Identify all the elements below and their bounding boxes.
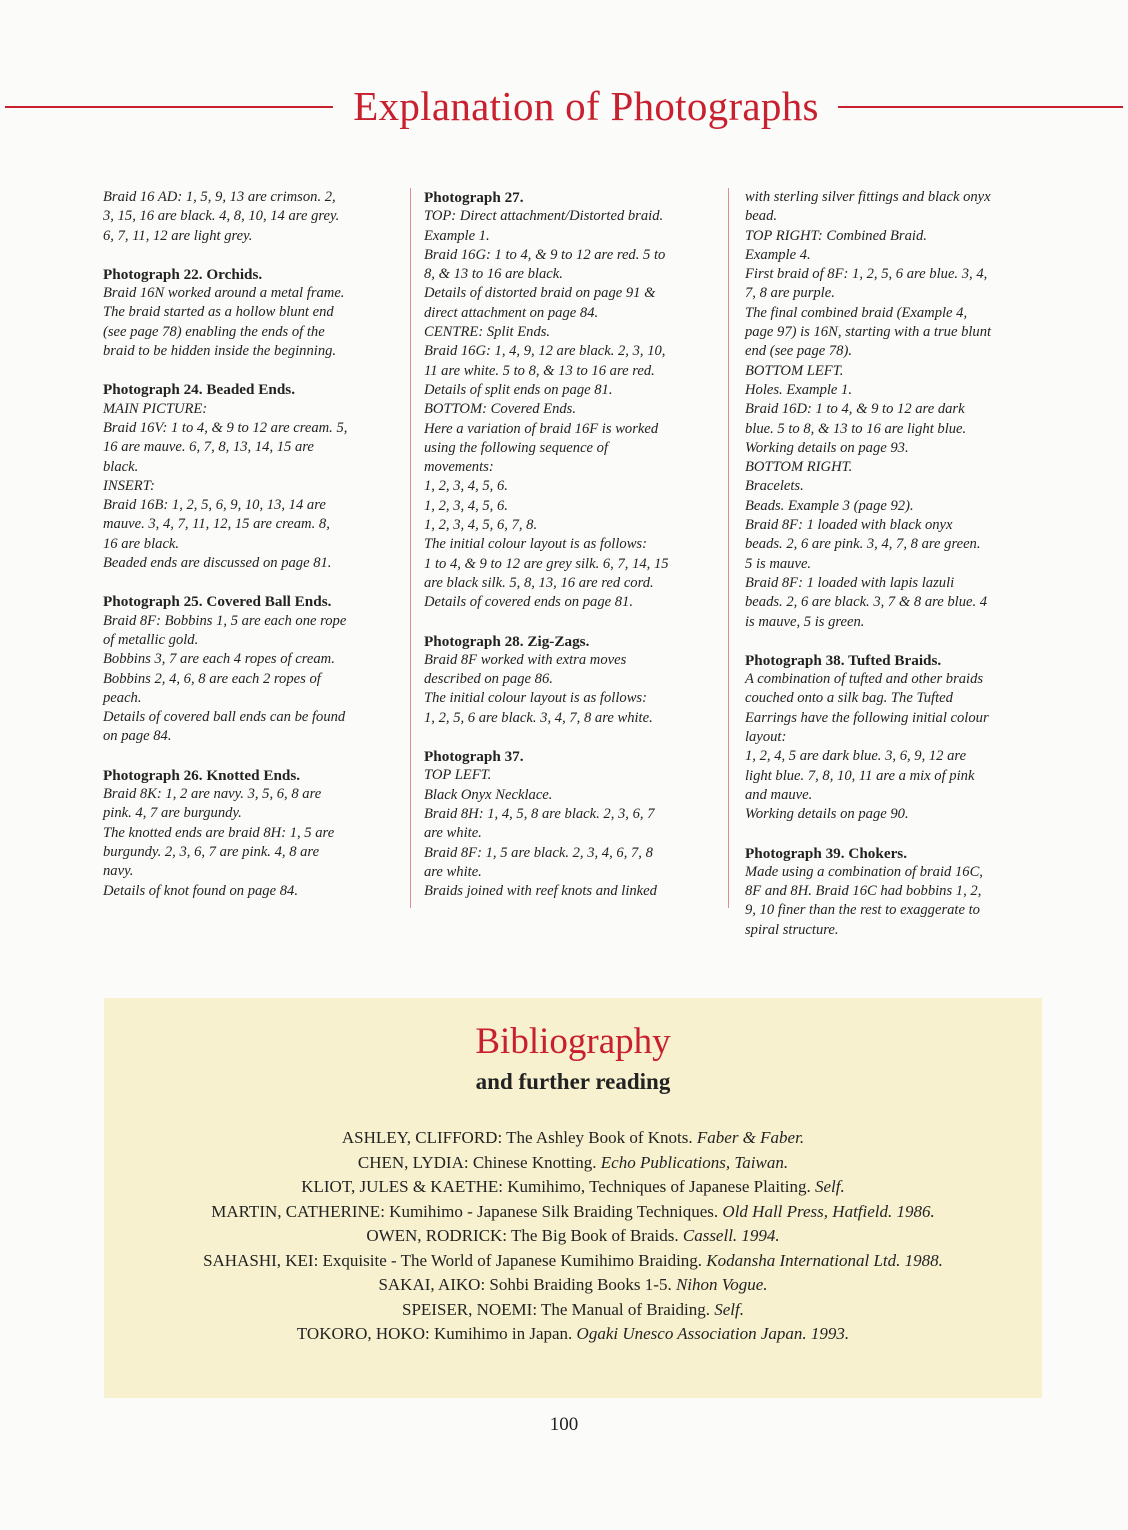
section-line: Braid 8F: Bobbins 1, 5 are each one rope xyxy=(103,612,347,629)
column-divider xyxy=(728,188,729,908)
section-heading: Photograph 22. Orchids. xyxy=(103,265,263,283)
entry-publisher: Faber & Faber. xyxy=(696,1128,805,1147)
section-line: of metallic gold. xyxy=(103,631,199,648)
section-line: end (see page 78). xyxy=(745,343,852,360)
section-line: Braid 8F: 1, 5 are black. 2, 3, 4, 6, 7, 8 xyxy=(424,844,653,861)
page-title: Explanation of Photographs xyxy=(353,83,819,129)
section-line: 16 are black. xyxy=(103,535,180,552)
bibliography-list xyxy=(104,1126,1042,1347)
section-line: are white. xyxy=(424,863,482,880)
section-line: described on page 86. xyxy=(424,671,553,688)
section-heading: Photograph 28. Zig-Zags. xyxy=(424,632,590,650)
section-line: 11 are white. 5 to 8, & 13 to 16 are red. xyxy=(424,362,655,379)
section-line: (see page 78) enabling the ends of the xyxy=(103,323,325,340)
text-column-1 xyxy=(103,188,399,920)
section-line: is mauve, 5 is green. xyxy=(745,613,865,630)
entry-publisher: Self. xyxy=(815,1177,845,1196)
section-line: Working details on page 90. xyxy=(745,806,909,823)
section-line: BOTTOM RIGHT. xyxy=(745,459,853,476)
entry-main: MARTIN, CATHERINE: Kumihimo - Japanese Silk Braiding Techniques. xyxy=(211,1201,719,1221)
text-column-2 xyxy=(424,188,720,920)
text-column-3 xyxy=(745,188,1045,959)
section-line: 1 to 4, & 9 to 12 are grey silk. 6, 7, 14, 15 xyxy=(424,555,669,572)
photo-section xyxy=(745,844,1045,940)
section-line: The initial colour layout is as follows: xyxy=(424,690,647,707)
section-line: on page 84. xyxy=(103,728,172,745)
entry-main: TOKORO, HOKO: Kumihimo in Japan. xyxy=(296,1324,573,1343)
section-line: spiral structure. xyxy=(745,921,839,938)
section-line: black. xyxy=(103,458,139,475)
section-line: Black Onyx Necklace. xyxy=(424,786,553,803)
section-line: Braid 16B: 1, 2, 5, 6, 9, 10, 13, 14 are xyxy=(103,497,326,514)
section-heading: Photograph 39. Chokers. xyxy=(745,844,908,862)
section-line: TOP LEFT. xyxy=(424,767,492,784)
bibliography-entry xyxy=(104,1224,1042,1249)
section-line: The knotted ends are braid 8H: 1, 5 are xyxy=(103,824,335,841)
bibliography-entry xyxy=(104,1175,1042,1200)
section-line: TOP RIGHT: Combined Braid. xyxy=(745,227,927,244)
section-line: movements: xyxy=(424,459,494,476)
entry-main: KLIOT, JULES & KAETHE: Kumihimo, Techniques of Japanese Plaiting. xyxy=(301,1177,811,1196)
section-line: Holes. Example 1. xyxy=(745,381,852,398)
header-rule-left xyxy=(5,106,333,108)
section-heading: Photograph 37. xyxy=(424,748,524,766)
section-line: couched onto a silk bag. The Tufted xyxy=(745,690,953,707)
section-line: Working details on page 93. xyxy=(745,439,909,456)
bibliography-entry xyxy=(104,1249,1042,1274)
entry-main: ASHLEY, CLIFFORD: The Ashley Book of Knots. xyxy=(341,1128,693,1147)
section-line: Braid 8F: 1 loaded with lapis lazuli xyxy=(745,574,955,591)
section-line: 16 are mauve. 6, 7, 8, 13, 14, 15 are xyxy=(103,439,314,456)
bibliography-entry xyxy=(104,1126,1042,1151)
section-line: navy. xyxy=(103,863,134,880)
section-heading: Photograph 25. Covered Ball Ends. xyxy=(103,593,332,611)
entry-main: SAHASHI, KEI: Exquisite - The World of Japanese Kumihimo Braiding. xyxy=(203,1250,703,1270)
page-header xyxy=(0,82,1128,132)
section-line: Braid 16N worked around a metal frame. xyxy=(103,285,345,302)
section-heading: Photograph 24. Beaded Ends. xyxy=(103,381,295,399)
section-line: A combination of tufted and other braids xyxy=(745,671,984,688)
section-line: using the following sequence of xyxy=(424,439,609,456)
section-line: Braid 16G: 1 to 4, & 9 to 12 are red. 5 to xyxy=(424,246,666,263)
section-line: 1, 2, 4, 5 are dark blue. 3, 6, 9, 12 are xyxy=(745,748,967,765)
bibliography-entry xyxy=(104,1298,1042,1323)
section-line: Braid 8H: 1, 4, 5, 8 are black. 2, 3, 6, 7 xyxy=(424,805,655,822)
entry-publisher: Old Hall Press, Hatfield. 1986. xyxy=(722,1201,935,1221)
section-line: mauve. 3, 4, 7, 11, 12, 15 are cream. 8, xyxy=(103,516,330,533)
photo-section xyxy=(424,188,720,613)
section-line: with sterling silver fittings and black onyx xyxy=(745,189,991,205)
photo-section xyxy=(103,766,399,901)
section-line: Details of split ends on page 81. xyxy=(424,381,613,398)
section-line: braid to be hidden inside the beginning. xyxy=(103,343,337,360)
section-line: Braid 16D: 1 to 4, & 9 to 12 are dark xyxy=(745,401,965,418)
section-line: peach. xyxy=(103,689,142,706)
section-line: 9, 10 finer than the rest to exaggerate to xyxy=(745,902,980,919)
entry-publisher: Nihon Vogue. xyxy=(675,1275,768,1294)
entry-publisher: Self. xyxy=(714,1299,745,1319)
photo-section xyxy=(424,632,720,728)
header-rule-right xyxy=(838,106,1123,108)
section-line: Bobbins 3, 7 are each 4 ropes of cream. xyxy=(103,651,335,668)
section-heading: Photograph 26. Knotted Ends. xyxy=(103,766,301,784)
section-line: 6, 7, 11, 12 are light grey. xyxy=(103,227,253,244)
section-line: The braid started as a hollow blunt end xyxy=(103,304,334,321)
section-line: layout: xyxy=(745,729,787,746)
photo-section xyxy=(745,651,1045,825)
bibliography-box xyxy=(104,998,1042,1398)
section-line: The final combined braid (Example 4, xyxy=(745,304,968,321)
section-line: Earrings have the following initial colour xyxy=(745,709,989,726)
section-line: 1, 2, 3, 4, 5, 6. xyxy=(424,497,508,514)
page-number: 100 xyxy=(549,1414,579,1435)
photo-section xyxy=(745,188,1045,632)
entry-publisher: Echo Publications, Taiwan. xyxy=(600,1152,789,1172)
section-line: Bracelets. xyxy=(745,478,804,495)
section-line: 5 is mauve. xyxy=(745,555,812,572)
section-line: Braid 8F worked with extra moves xyxy=(424,651,627,668)
section-line: First braid of 8F: 1, 2, 5, 6 are blue. 3, 4, xyxy=(745,266,988,283)
section-line: 8F and 8H. Braid 16C had bobbins 1, 2, xyxy=(745,883,982,900)
entry-main: CHEN, LYDIA: Chinese Knotting. xyxy=(357,1152,597,1172)
section-line: 1, 2, 5, 6 are black. 3, 4, 7, 8 are white. xyxy=(424,709,653,726)
section-line: pink. 4, 7 are burgundy. xyxy=(103,805,242,822)
photo-section xyxy=(103,188,399,246)
section-line: direct attachment on page 84. xyxy=(424,304,599,321)
section-line: beads. 2, 6 are black. 3, 7 & 8 are blue. 4 xyxy=(745,594,988,611)
section-line: Braid 8F: 1 loaded with black onyx xyxy=(745,517,953,534)
section-line: are black silk. 5, 8, 13, 16 are red cord. xyxy=(424,574,654,591)
section-line: CENTRE: Split Ends. xyxy=(424,324,551,341)
section-line: Beaded ends are discussed on page 81. xyxy=(103,555,332,572)
section-line: Details of distorted braid on page 91 & xyxy=(424,285,656,302)
section-line: 7, 8 are purple. xyxy=(745,285,835,302)
section-line: The initial colour layout is as follows: xyxy=(424,536,647,553)
bibliography-entry xyxy=(104,1151,1042,1176)
bibliography-entry xyxy=(104,1273,1042,1298)
section-line: Here a variation of braid 16F is worked xyxy=(424,420,659,437)
section-line: Example 1. xyxy=(424,227,490,244)
section-line: bead. xyxy=(745,208,778,225)
section-line: Details of covered ends on page 81. xyxy=(424,594,633,611)
section-line: Made using a combination of braid 16C, xyxy=(745,863,983,880)
section-line: Braids joined with reef knots and linked xyxy=(424,883,657,900)
section-line: Braid 16G: 1, 4, 9, 12 are black. 2, 3, 10, xyxy=(424,343,666,360)
section-line: MAIN PICTURE: xyxy=(103,400,208,417)
photo-section xyxy=(424,747,720,901)
section-line: Braid 16V: 1 to 4, & 9 to 12 are cream. 5, xyxy=(103,419,348,436)
section-line: 1, 2, 3, 4, 5, 6. xyxy=(424,478,508,495)
section-line: Braid 8K: 1, 2 are navy. 3, 5, 6, 8 are xyxy=(103,786,322,803)
section-line: Example 4. xyxy=(745,246,811,263)
section-line: INSERT: xyxy=(103,477,155,494)
section-line: beads. 2, 6 are pink. 3, 4, 7, 8 are green. xyxy=(745,536,981,553)
section-line: Details of covered ball ends can be found xyxy=(103,709,346,726)
bibliography-subtitle: and further reading xyxy=(475,1069,671,1094)
bibliography-title: Bibliography xyxy=(475,1021,671,1062)
photo-section xyxy=(103,380,399,573)
bibliography-entry xyxy=(104,1322,1042,1347)
photo-section xyxy=(103,592,399,746)
entry-publisher: Ogaki Unesco Association Japan. 1993. xyxy=(576,1324,850,1343)
section-line: are white. xyxy=(424,825,482,842)
section-heading: Photograph 27. xyxy=(424,189,524,206)
section-heading: Photograph 38. Tufted Braids. xyxy=(745,651,942,669)
section-line: TOP: Direct attachment/Distorted braid. xyxy=(424,208,664,225)
entry-publisher: Cassell. 1994. xyxy=(682,1226,780,1245)
entry-main: OWEN, RODRICK: The Big Book of Braids. xyxy=(366,1226,679,1245)
section-line: Braid 16 AD: 1, 5, 9, 13 are crimson. 2, xyxy=(103,189,336,205)
section-line: burgundy. 2, 3, 6, 7 are pink. 4, 8 are xyxy=(103,843,320,860)
bibliography-entry xyxy=(104,1200,1042,1225)
column-divider xyxy=(410,188,411,908)
entry-publisher: Kodansha International Ltd. 1988. xyxy=(706,1250,943,1270)
section-line: BOTTOM LEFT. xyxy=(745,362,844,379)
section-line: BOTTOM: Covered Ends. xyxy=(424,401,577,418)
section-line: 8, & 13 to 16 are black. xyxy=(424,266,563,283)
section-line: 3, 15, 16 are black. 4, 8, 10, 14 are grey. xyxy=(103,208,340,225)
section-line: light blue. 7, 8, 10, 11 are a mix of pink xyxy=(745,767,975,784)
photo-section xyxy=(103,265,399,361)
section-line: Bobbins 2, 4, 6, 8 are each 2 ropes of xyxy=(103,670,321,687)
section-line: and mauve. xyxy=(745,786,813,803)
entry-main: SPEISER, NOEMI: The Manual of Braiding. xyxy=(401,1299,711,1319)
entry-main: SAKAI, AIKO: Sohbi Braiding Books 1-5. xyxy=(378,1275,672,1294)
section-line: 1, 2, 3, 4, 5, 6, 7, 8. xyxy=(424,517,538,534)
section-line: blue. 5 to 8, & 13 to 16 are light blue. xyxy=(745,420,967,437)
section-line: Details of knot found on page 84. xyxy=(103,882,298,899)
section-line: page 97) is 16N, starting with a true blunt xyxy=(745,324,992,341)
section-line: Beads. Example 3 (page 92). xyxy=(745,497,914,514)
